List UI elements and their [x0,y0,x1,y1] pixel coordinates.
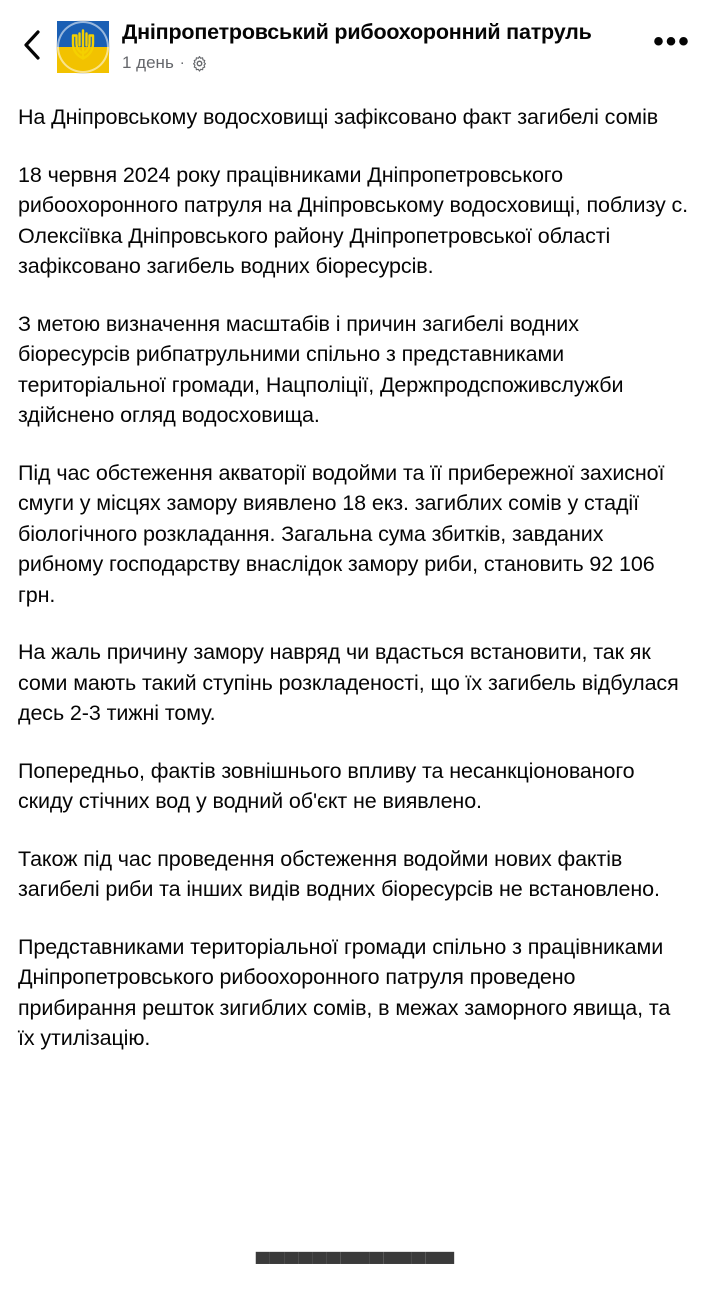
avatar[interactable] [56,20,110,74]
post-timestamp[interactable]: 1 день [122,53,174,72]
header-text-block [110,18,650,73]
post-header [0,0,710,80]
meta-separator: · [179,54,185,71]
post-paragraph: Також під час проведення обстеження водойми нових фактів загибелі риби та інших видів водних біоресурсів не встановлено. [18,846,660,901]
post-paragraph: 18 червня 2024 року працівниками Дніпропетровського рибоохоронного патруля на Дніпровському водосховищі, поблизу с. Олексіївка Дніпровського району Дніпропетровської області зафіксовано загибель водних біоресурсів. [18,162,689,278]
post-paragraph: З метою визначення масштабів і причин загибелі водних біоресурсів рибпатрульними спільно з представниками територіальної громади, Нацполіції, Держпродспоживслужби здійснено огляд водосховища. [18,311,624,427]
post-paragraph: На Дніпровському водосховищі зафіксовано факт загибелі сомів [18,105,659,129]
avatar-ring [57,21,109,73]
back-button[interactable] [10,20,54,70]
post-meta [122,53,642,73]
cut-off-content [0,1253,710,1279]
back-chevron-icon [22,29,42,61]
post-paragraph: Попередньо, фактів зовнішнього впливу та несанкціонованого скиду стічних вод у водний об'єкт не виявлено. [18,758,635,813]
post-paragraph: Під час обстеження акваторії водойми та її прибережної захисної смуги у місцях замору виявлено 18 екз. загиблих сомів у стадії біологічного розкладання. Загальна сума збитків, завданих рибному господарству внаслідок замору риби, становить 92 106 грн. [18,460,665,607]
post-body [0,80,710,1279]
post-paragraph: Представниками територіальної громади спільно з працівниками Дніпропетровського рибоохоронного патруля проведено прибирання решток зигиблих сомів, в межах заморного явища, та їх утилізацію. [18,934,671,1050]
page-title[interactable]: Дніпропетровський рибоохоронний патруль [122,20,592,44]
cut-off-text: ▀▀▀▀▀▀▀▀▀▀▀▀▀▀ [255,1253,455,1275]
gear-icon[interactable] [191,55,208,72]
more-options-button[interactable] [650,20,694,64]
cut-off-inner [0,1253,710,1305]
post-paragraph: На жаль причину замору навряд чи вдасться встановити, так як соми мають такий ступінь розкладеності, що їх загибель відбулася десь 2-3 тижні тому. [18,640,679,725]
more-options-icon: ••• [653,25,691,58]
